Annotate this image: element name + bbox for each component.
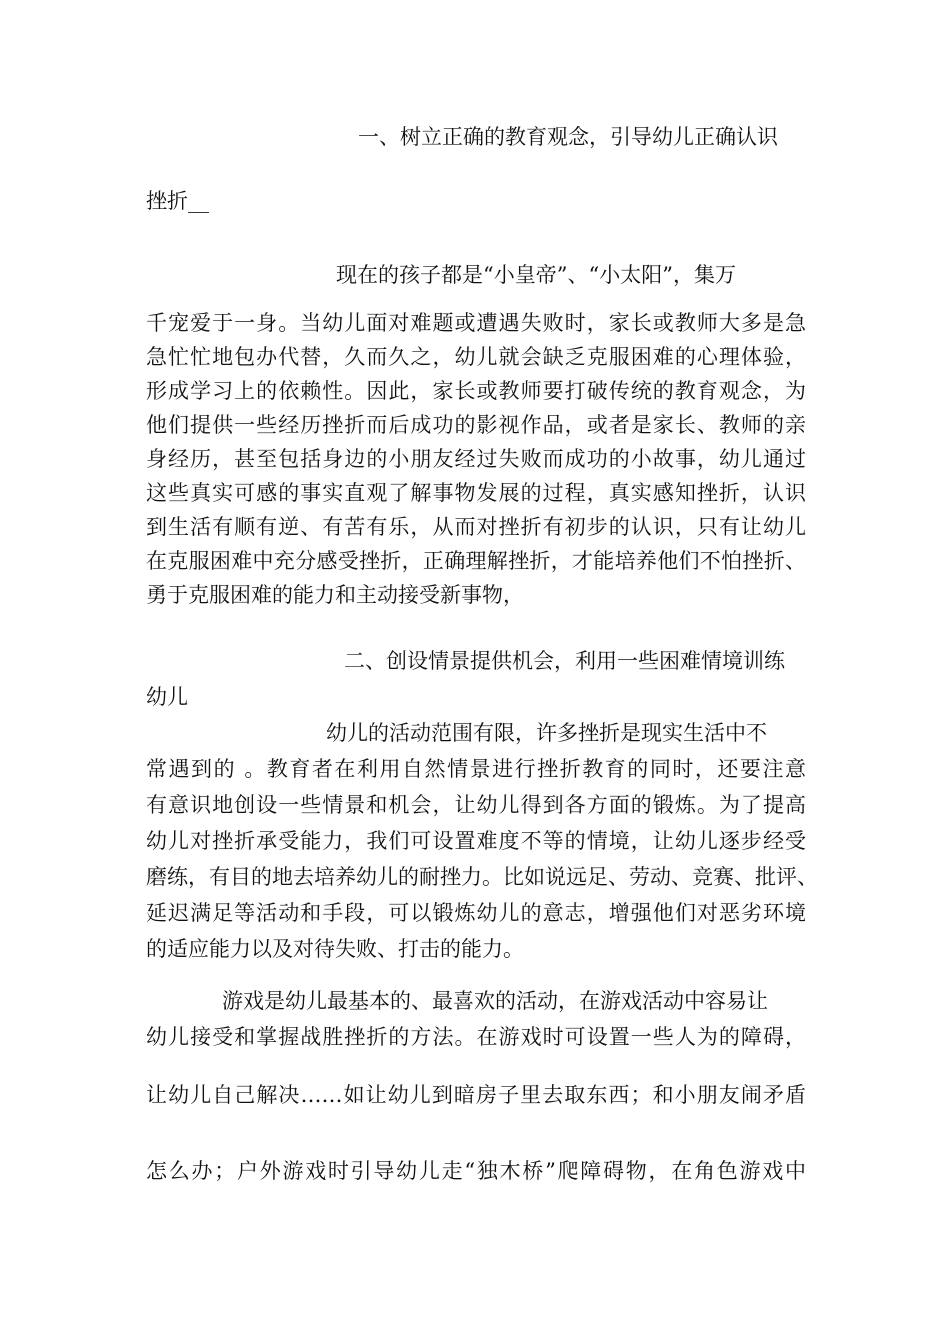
section1-paragraph-line: 在克服困难中充分感受挫折，正确理解挫折，才能培养他们不怕挫折、 [146,549,806,573]
section2-paragraph-line: 磨练，有目的地去培养幼儿的耐挫力。比如说远足、劳动、竞赛、批评、 [146,865,818,889]
section1-paragraph-line: 急忙忙地包办代替，久而久之，幼儿就会缺乏克服困难的心理体验， [146,345,806,369]
section1-paragraph-line: 到生活有顺有逆、有苦有乐，从而对挫折有初步的认识，只有让幼儿 [146,515,806,539]
section2-paragraph-line: 有意识地创设一些情景和机会，让幼儿得到各方面的锻炼。为了提高 [146,793,806,817]
game-paragraph-line: 怎么办；户外游戏时引导幼儿走“独木桥”爬障碍物，在角色游戏中 [146,1159,806,1183]
section1-paragraph-line: 这些真实可感的事实直观了解事物发展的过程，真实感知挫折，认识 [146,481,806,505]
section1-heading: 一、树立正确的教育观念，引导幼儿正确认识 [358,125,778,149]
game-paragraph-line: 让幼儿自己解决……如让幼儿到暗房子里去取东西；和小朋友闹矛盾 [146,1083,806,1107]
section1-paragraph-line: 身经历，甚至包括身边的小朋友经过失败而成功的小故事，幼儿通过 [146,447,806,471]
section2-paragraph-line: 幼儿对挫折承受能力，我们可设置难度不等的情境，让幼儿逐步经受 [146,829,806,853]
section1-paragraph-first-line: 现在的孩子都是“小皇帝”、“小太阳”，集万 [336,263,736,287]
section2-heading-continued: 幼儿 [146,685,188,709]
section2-paragraph-first-line: 幼儿的活动范围有限，许多挫折是现实生活中不 [326,721,767,745]
game-paragraph-line: 幼儿接受和掌握战胜挫折的方法。在游戏时可设置一些人为的障碍， [146,1025,806,1049]
section1-paragraph-line: 千宠爱于一身。当幼儿面对难题或遭遇失败时，家长或教师大多是急 [146,311,806,335]
section2-paragraph-line: 常遇到的 。教育者在利用自然情景进行挫折教育的同时，还要注意 [146,757,806,781]
section1-paragraph-last-line: 勇于克服困难的能力和主动接受新事物， [146,583,524,607]
section2-paragraph-last-line: 的适应能力以及对待失败、打击的能力。 [146,937,524,961]
section2-heading: 二、创设情景提供机会，利用一些困难情境训练 [344,649,785,673]
game-paragraph-first-line: 游戏是幼儿最基本的、最喜欢的活动，在游戏活动中容易让 [222,989,768,1013]
section2-paragraph-line: 延迟满足等活动和手段，可以锻炼幼儿的意志，增强他们对恶劣环境 [146,901,806,925]
section1-heading-continued: 挫折__ [146,189,209,213]
section1-paragraph-line: 他们提供一些经历挫折而后成功的影视作品，或者是家长、教师的亲 [146,413,806,437]
section1-paragraph-line: 形成学习上的依赖性。因此，家长或教师要打破传统的教育观念，为 [146,379,806,403]
